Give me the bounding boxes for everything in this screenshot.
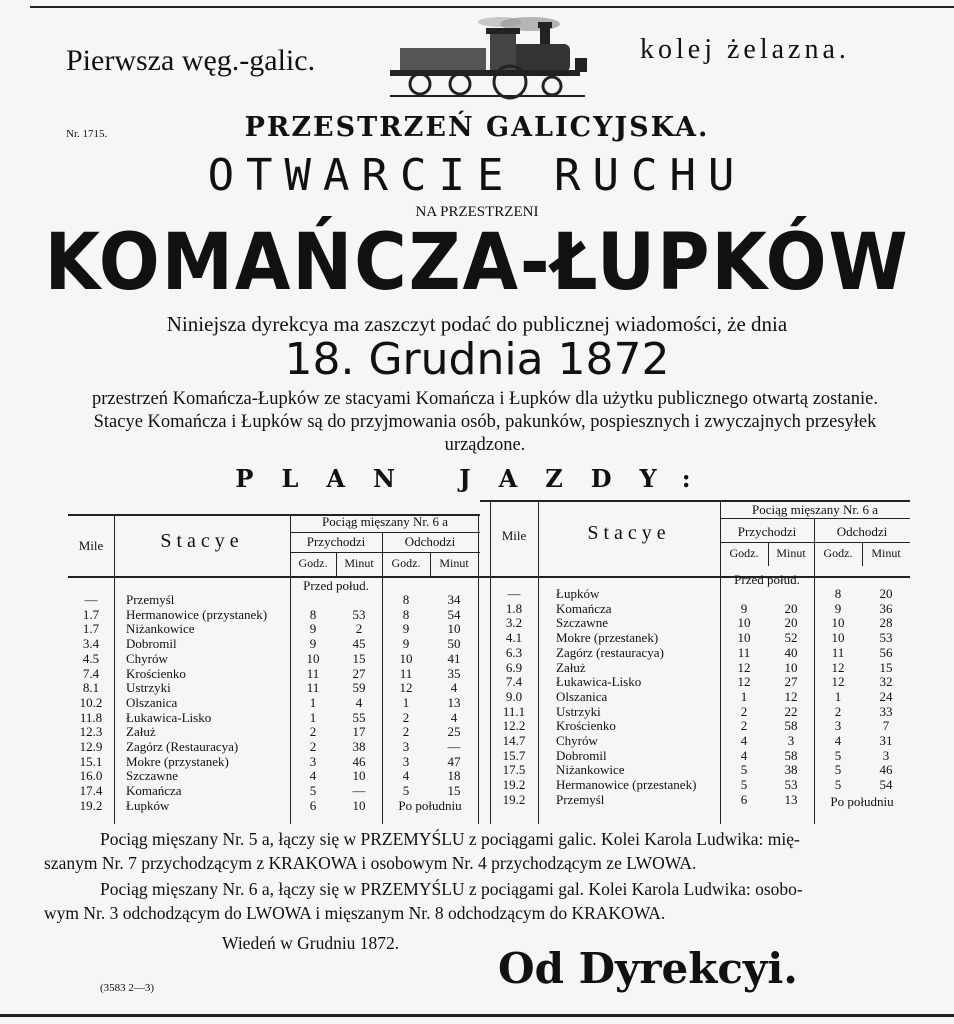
cell-ah: 4 xyxy=(740,733,748,748)
cell-station: Ustrzyki xyxy=(556,703,601,719)
cell-dh: 5 xyxy=(402,783,410,799)
cell-dh: 9 xyxy=(834,600,842,616)
cell-mile: 17.5 xyxy=(502,762,526,778)
minute-header: Minut xyxy=(344,556,374,570)
cell-am: 20 xyxy=(784,600,798,616)
note-train-5a-line2: szanym Nr. 7 przychodzącym z KRAKOWA i osobowym Nr. 4 przychodzącym ze LWOWA. xyxy=(44,853,697,873)
cell-ah: 5 xyxy=(309,783,317,799)
cell-ah: 10 xyxy=(737,615,751,631)
afternoon-note: Po południu xyxy=(830,794,894,809)
cell-station: Olszanica xyxy=(126,694,178,710)
timetable-row xyxy=(68,621,480,636)
cell-dh: 8 xyxy=(834,586,842,601)
cell-ah: 3 xyxy=(309,753,317,769)
timetable-row xyxy=(480,601,910,616)
cell-am: 40 xyxy=(784,644,798,660)
cell-dm: 35 xyxy=(447,665,461,681)
hour-header: Godz. xyxy=(729,546,759,560)
cell-station: Łukawica-Lisko xyxy=(126,709,212,725)
document-number: Nr. 1715. xyxy=(66,128,108,140)
header-railway-type: kolej żelazna. xyxy=(640,34,850,65)
cell-am: 22 xyxy=(784,703,798,719)
cell-ah: 11 xyxy=(306,665,320,681)
cell-ah: 4 xyxy=(740,747,748,763)
cell-dh: 10 xyxy=(831,615,845,631)
cell-station: Łupków xyxy=(126,797,170,813)
cell-mile: 12.2 xyxy=(502,718,526,734)
cell-dm: 3 xyxy=(882,747,890,763)
cell-ah: 8 xyxy=(309,606,317,622)
depart-header: Odchodzi xyxy=(836,524,888,539)
cell-dm: — xyxy=(447,739,461,754)
cell-mile: — xyxy=(84,592,98,607)
cell-mile: 9.0 xyxy=(505,688,523,704)
timetable-row xyxy=(480,586,910,601)
col-mile-header: Mile xyxy=(78,538,104,553)
cell-mile: 3.2 xyxy=(505,615,523,631)
cell-mile: 8.1 xyxy=(82,680,100,696)
print-code: (3583 2—3) xyxy=(100,982,155,994)
cell-mile: 4.1 xyxy=(505,630,523,646)
cell-dm: 20 xyxy=(879,586,893,601)
cell-am: 4 xyxy=(355,694,363,710)
cell-ah: 4 xyxy=(309,768,317,784)
cell-dh: 4 xyxy=(834,733,842,748)
cell-am: 58 xyxy=(784,747,798,763)
cell-station: Zagórz (restauracya) xyxy=(556,644,664,660)
note-train-6a-line2: wym Nr. 3 odchodzącym do LWOWA i mięszanym Nr. 8 odchodzącym do KRAKOWA. xyxy=(44,903,666,923)
cell-dm: 4 xyxy=(450,709,458,725)
cell-dh: 9 xyxy=(402,621,410,637)
hour-header: Godz. xyxy=(298,556,328,570)
cell-station: Załuż xyxy=(556,659,586,675)
cell-ah: 2 xyxy=(740,718,748,734)
cell-mile: 10.2 xyxy=(79,694,103,710)
cell-dm: 13 xyxy=(447,694,461,710)
cell-ah: 6 xyxy=(309,797,317,813)
cell-am: 38 xyxy=(352,739,366,754)
cell-dm: 53 xyxy=(879,630,893,646)
cell-dm: 15 xyxy=(447,783,461,799)
timetable-row xyxy=(480,689,910,704)
cell-station: Szczawne xyxy=(556,615,608,631)
cell-ah: 1 xyxy=(309,709,317,725)
cell-dm: 18 xyxy=(447,768,461,784)
cell-mile: 1.7 xyxy=(82,621,100,637)
cell-station: Olszanica xyxy=(556,688,608,704)
cell-mile: 12.3 xyxy=(79,724,103,740)
cell-station: Ustrzyki xyxy=(126,680,171,696)
col-stations-header: Stacye xyxy=(160,530,244,552)
cell-ah: 10 xyxy=(306,650,320,666)
train-header: Pociąg mięszany Nr. 6 a xyxy=(752,502,878,517)
timetable-row xyxy=(68,680,480,695)
cell-mile: 15.7 xyxy=(502,747,526,763)
cell-mile: 19.2 xyxy=(79,797,103,813)
timetable-row xyxy=(480,660,910,675)
timetable-left xyxy=(68,500,480,825)
timetable-row xyxy=(68,695,480,710)
cell-am: 38 xyxy=(784,762,798,778)
cell-mile: 1.8 xyxy=(505,600,523,616)
cell-ah: 9 xyxy=(309,636,317,652)
timetable-row xyxy=(480,645,910,660)
cell-station: Mokre (przystanek) xyxy=(126,753,229,769)
cell-station: Krościenko xyxy=(126,665,186,681)
title-section: PRZESTRZEŃ GALICYJSKA. xyxy=(244,112,710,143)
timetable-row xyxy=(68,724,480,739)
timetable-row xyxy=(480,748,910,763)
title-opening: OTWARCIE RUCHU xyxy=(207,150,747,201)
cell-dm: 32 xyxy=(879,674,893,690)
cell-am: 46 xyxy=(352,753,366,769)
cell-dh: 2 xyxy=(834,703,842,719)
cell-dm: 25 xyxy=(447,724,461,740)
cell-dm: 54 xyxy=(879,777,893,793)
depart-header: Odchodzi xyxy=(404,534,456,549)
timetable-row xyxy=(68,739,480,754)
cell-dh: 5 xyxy=(834,777,842,793)
cell-ah: 11 xyxy=(306,680,320,696)
afternoon-note: Po południu xyxy=(398,798,462,813)
cell-ah: 5 xyxy=(740,777,748,793)
place-date: Wiedeń w Grudniu 1872. xyxy=(222,933,400,953)
cell-mile: 11.1 xyxy=(502,703,526,719)
cell-dh: 11 xyxy=(831,644,845,660)
cell-dm: 4 xyxy=(450,680,458,696)
locomotive-illustration xyxy=(380,8,590,103)
timetable-row xyxy=(480,777,910,792)
timetable-row xyxy=(68,768,480,783)
cell-am: 53 xyxy=(352,606,366,622)
cell-dh: 4 xyxy=(402,768,410,784)
signature: Od Dyrekcyi. xyxy=(498,944,798,993)
cell-am: 13 xyxy=(784,791,798,807)
minute-header: Minut xyxy=(776,546,806,560)
cell-mile: 4.5 xyxy=(82,650,100,666)
cell-station: Dobromil xyxy=(556,747,607,763)
cell-dh: 3 xyxy=(834,718,842,734)
cell-dm: 56 xyxy=(879,644,893,660)
cell-ah: 1 xyxy=(309,694,317,710)
timetable-row xyxy=(68,666,480,681)
cell-station: Przemyśl xyxy=(126,592,175,607)
paragraph-line: urządzone. xyxy=(444,435,526,455)
timetable-row xyxy=(68,798,480,813)
cell-dm: 47 xyxy=(447,753,461,769)
cell-station: Hermanowice (przystanek) xyxy=(126,606,268,622)
cell-mile: 3.4 xyxy=(82,636,100,652)
plan-title: PLAN JAZDY: xyxy=(235,464,719,493)
cell-mile: 14.7 xyxy=(502,733,526,748)
cell-station: Chyrów xyxy=(126,650,168,666)
cell-am: 15 xyxy=(352,650,366,666)
cell-dm: 24 xyxy=(879,688,893,704)
announcement-paragraph xyxy=(30,388,940,457)
cell-mile: 1.7 xyxy=(82,606,100,622)
cell-dh: 9 xyxy=(402,636,410,652)
opening-date: 18. Grudnia 1872 xyxy=(284,334,670,385)
cell-dh: 3 xyxy=(402,739,410,754)
cell-am: 3 xyxy=(787,733,795,748)
cell-dm: 46 xyxy=(879,762,893,778)
cell-dm: 28 xyxy=(879,615,893,631)
cell-am: 10 xyxy=(352,797,366,813)
cell-station: Niżankowice xyxy=(556,762,625,778)
cell-mile: 17.4 xyxy=(79,783,103,799)
cell-am: 10 xyxy=(352,768,366,784)
timetable-row xyxy=(68,592,480,607)
cell-am: 10 xyxy=(784,659,798,675)
cell-dm: 31 xyxy=(879,733,893,748)
cell-dh: 11 xyxy=(399,665,413,681)
cell-ah: 2 xyxy=(309,724,317,740)
cell-dm: 54 xyxy=(447,606,461,622)
cell-am: 27 xyxy=(352,665,366,681)
timetable-row xyxy=(68,710,480,725)
paragraph-line: przestrzeń Komańcza-Łupków ze stacyami Komańcza i Łupków dla użytku publicznego otwartą zostanie. xyxy=(92,389,878,409)
cell-ah: 11 xyxy=(737,644,751,660)
cell-am: 27 xyxy=(784,674,798,690)
cell-station: Chyrów xyxy=(556,733,598,748)
morning-note: Przed połud. xyxy=(303,578,369,593)
morning-note: Przed połud. xyxy=(734,572,800,587)
hour-header: Godz. xyxy=(823,546,853,560)
header-railway-name: Pierwsza węg.-galic. xyxy=(66,44,316,77)
cell-am: 45 xyxy=(352,636,366,652)
cell-mile: 11.8 xyxy=(79,709,103,725)
cell-station: Komańcza xyxy=(556,600,612,616)
timetable-row xyxy=(480,718,910,733)
cell-mile: 16.0 xyxy=(79,768,103,784)
cell-ah: 12 xyxy=(737,674,751,690)
arrive-header: Przychodzi xyxy=(306,534,366,549)
cell-mile: — xyxy=(507,586,521,601)
cell-dh: 1 xyxy=(402,694,410,710)
timetable-row xyxy=(480,762,910,777)
cell-ah: 9 xyxy=(740,600,748,616)
cell-dh: 2 xyxy=(402,709,410,725)
cell-ah: 10 xyxy=(737,630,751,646)
cell-dh: 1 xyxy=(834,688,842,704)
cell-dh: 5 xyxy=(834,747,842,763)
cell-am: 52 xyxy=(784,630,798,646)
cell-dm: 41 xyxy=(447,650,461,666)
cell-mile: 7.4 xyxy=(82,665,100,681)
cell-ah: 12 xyxy=(737,659,751,675)
minute-header: Minut xyxy=(439,556,469,570)
cell-station: Krościenko xyxy=(556,718,616,734)
cell-mile: 15.1 xyxy=(79,753,103,769)
timetable-row xyxy=(68,754,480,769)
timetable-row xyxy=(68,636,480,651)
hour-header: Godz. xyxy=(391,556,421,570)
cell-dh: 10 xyxy=(399,650,413,666)
cell-dm: 50 xyxy=(447,636,461,652)
cell-mile: 12.9 xyxy=(79,739,103,754)
note-train-6a-line1: Pociąg mięszany Nr. 6 a, łączy się w PRZEMYŚLU z pociągami gal. Kolei Karola Ludwika: osobo- xyxy=(100,879,803,899)
cell-am: 55 xyxy=(352,709,366,725)
cell-ah: 2 xyxy=(309,739,317,754)
cell-dm: 33 xyxy=(879,703,893,719)
cell-dh: 12 xyxy=(399,680,413,696)
intro-text: Niniejsza dyrekcya ma zaszczyt podać do publicznej wiadomości, że dnia xyxy=(166,312,788,336)
cell-ah: 9 xyxy=(309,621,317,637)
cell-am: 20 xyxy=(784,615,798,631)
cell-mile: 19.2 xyxy=(502,777,526,793)
cell-mile: 19.2 xyxy=(502,791,526,807)
cell-dm: 34 xyxy=(447,592,461,607)
cell-am: — xyxy=(352,783,366,799)
cell-dh: 8 xyxy=(402,606,410,622)
cell-station: Łukawica-Lisko xyxy=(556,674,642,690)
cell-am: 12 xyxy=(784,688,798,704)
timetable-row xyxy=(480,615,910,630)
title-route: KOMAŃCZA-ŁUPKÓW xyxy=(44,218,910,308)
cell-dh: 2 xyxy=(402,724,410,740)
cell-station: Hermanowice (przestanek) xyxy=(556,777,697,793)
cell-station: Zagórz (Restauracya) xyxy=(126,739,239,754)
cell-am: 17 xyxy=(352,724,366,740)
timetable-row xyxy=(480,792,910,807)
cell-station: Przemyśl xyxy=(556,791,605,807)
bottom-rule xyxy=(0,1014,954,1017)
cell-dm: 7 xyxy=(882,718,890,734)
cell-station: Komańcza xyxy=(126,783,182,799)
cell-am: 53 xyxy=(784,777,798,793)
cell-dh: 3 xyxy=(402,753,410,769)
cell-ah: 6 xyxy=(740,791,748,807)
cell-dh: 10 xyxy=(831,630,845,646)
cell-station: Mokre (przestanek) xyxy=(556,630,659,646)
cell-ah: 2 xyxy=(740,703,748,719)
cell-ah: 1 xyxy=(740,688,748,704)
timetable-row xyxy=(480,630,910,645)
col-stations-header: Stacye xyxy=(587,522,671,544)
cell-dh: 8 xyxy=(402,592,410,607)
cell-mile: 6.9 xyxy=(505,659,523,675)
timetable-row xyxy=(480,674,910,689)
col-mile-header: Mile xyxy=(501,528,527,543)
cell-station: Dobromil xyxy=(126,636,177,652)
cell-dh: 12 xyxy=(831,659,845,675)
cell-dm: 10 xyxy=(447,621,461,637)
timetable-row xyxy=(480,733,910,748)
cell-am: 2 xyxy=(355,621,363,637)
arrive-header: Przychodzi xyxy=(737,524,797,539)
title-subline: NA PRZESTRZENI xyxy=(415,204,539,220)
cell-mile: 7.4 xyxy=(505,674,523,690)
cell-dm: 36 xyxy=(879,600,893,616)
cell-ah: 5 xyxy=(740,762,748,778)
timetable-row xyxy=(480,704,910,719)
cell-dh: 5 xyxy=(834,762,842,778)
cell-dh: 12 xyxy=(831,674,845,690)
cell-station: Niżankowice xyxy=(126,621,195,637)
timetable-row xyxy=(68,651,480,666)
minute-header: Minut xyxy=(871,546,901,560)
timetable-row xyxy=(68,783,480,798)
cell-station: Załuż xyxy=(126,724,156,740)
cell-am: 59 xyxy=(352,680,366,696)
cell-station: Łupków xyxy=(556,586,600,601)
note-train-5a-line1: Pociąg mięszany Nr. 5 a, łączy się w PRZEMYŚLU z pociągami galic. Kolei Karola Ludwika: mię- xyxy=(100,829,800,849)
paragraph-line: Stacye Komańcza i Łupków są do przyjmowania osób, pakunków, pospiesznych i zwyczajnych przesyłek xyxy=(93,412,877,432)
train-header: Pociąg mięszany Nr. 6 a xyxy=(322,514,448,529)
timetable-row xyxy=(68,607,480,622)
cell-am: 58 xyxy=(784,718,798,734)
cell-dm: 15 xyxy=(879,659,893,675)
timetable-right xyxy=(480,500,910,825)
cell-mile: 6.3 xyxy=(505,644,523,660)
cell-station: Szczawne xyxy=(126,768,178,784)
